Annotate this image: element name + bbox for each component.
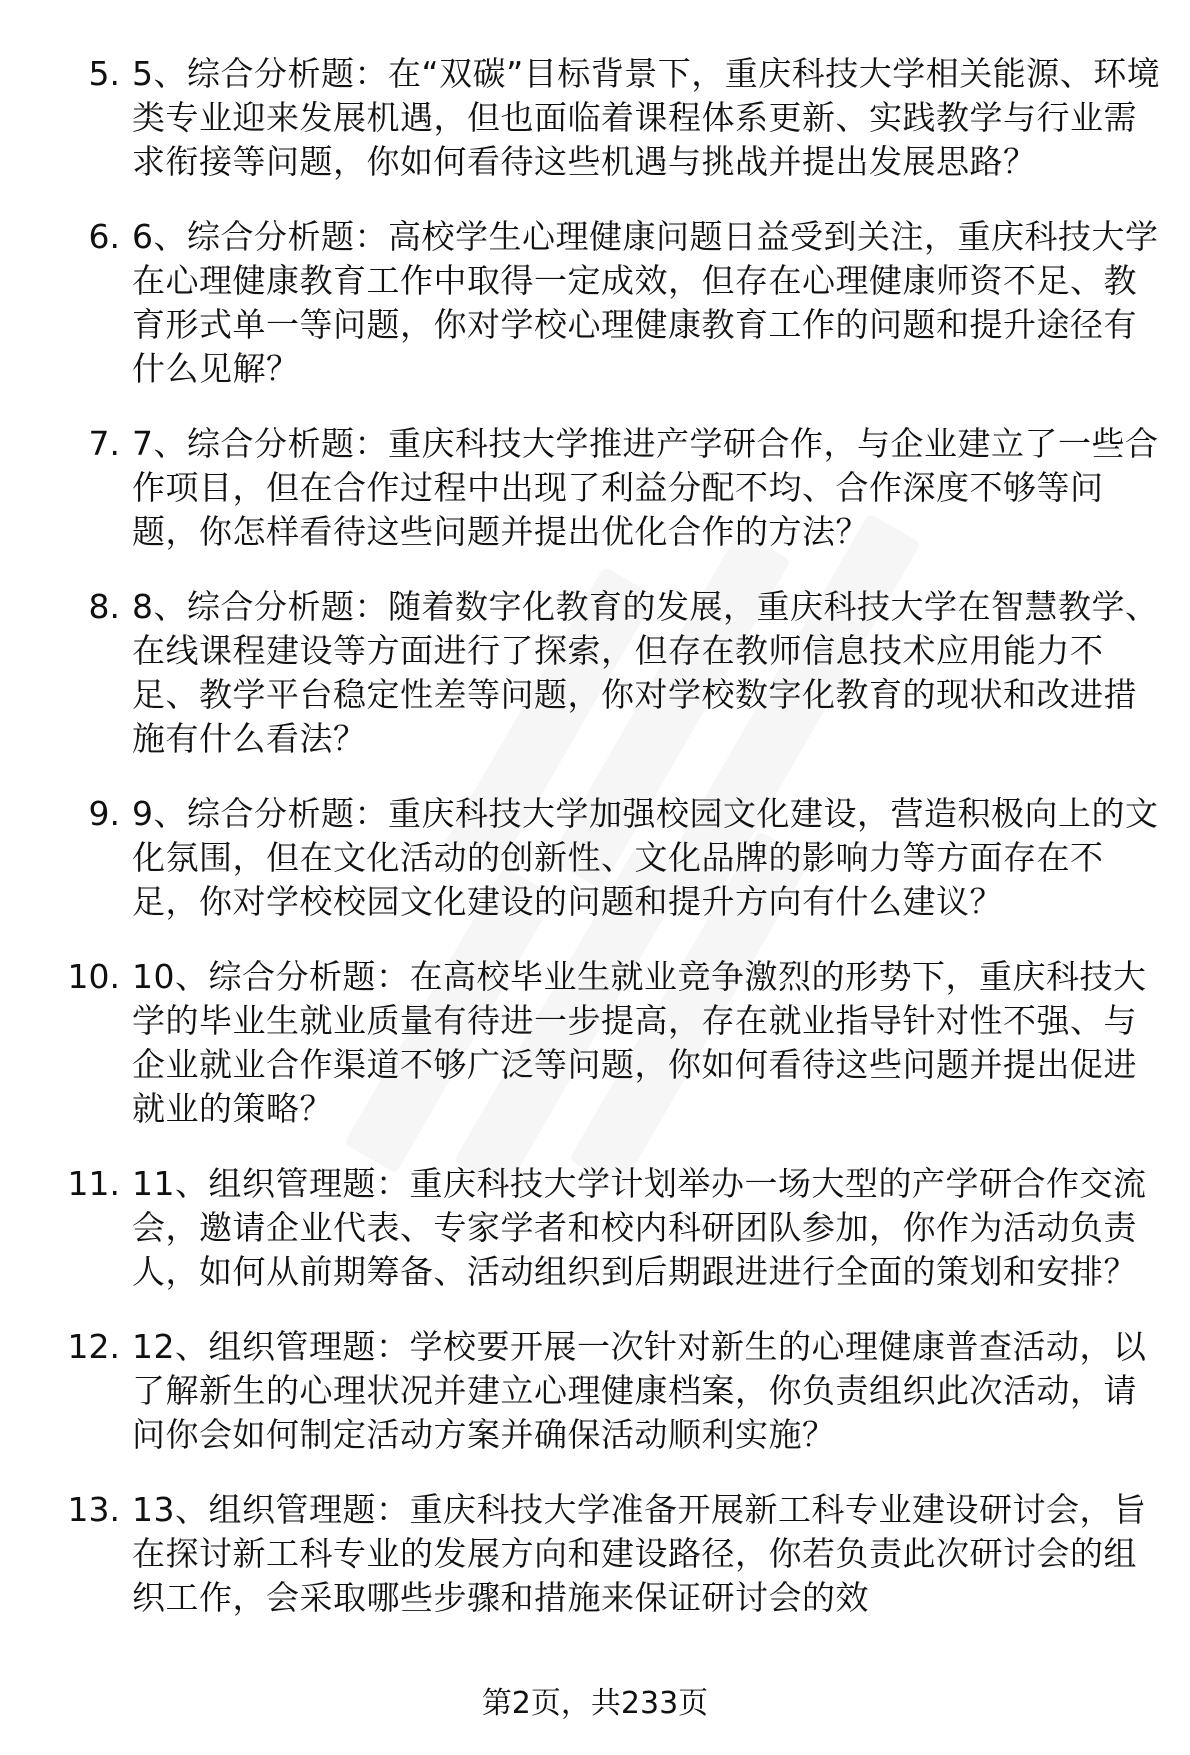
item-text: 8、综合分析题：随着数字化教育的发展，重庆科技大学在智慧教学、在线课程建设等方面进行了探索，但存在教师信息技术应用能力不足、教学平台稳定性差等问题，你对学校数字化教育的现状和改进措施有什么看法？	[132, 587, 1159, 758]
item-text: 13、组织管理题：重庆科技大学准备开展新工科专业建设研讨会，旨在探讨新工科专业的发展方向和建设路径，你若负责此次研讨会的组织工作，会采取哪些步骤和措施来保证研讨会的效	[132, 1490, 1147, 1617]
item-number: 9.	[88, 794, 120, 833]
item-number: 12.	[67, 1327, 120, 1366]
list-item	[0, 585, 1190, 761]
item-number: 11.	[67, 1164, 120, 1203]
item-number: 8.	[88, 587, 120, 626]
item-number: 13.	[67, 1490, 120, 1529]
item-text: 11、组织管理题：重庆科技大学计划举办一场大型的产学研合作交流会，邀请企业代表、专家学者和校内科研团队参加，你作为活动负责人，如何从前期筹备、活动组织到后期跟进进行全面的策划和安排？	[132, 1164, 1147, 1291]
list-item	[0, 422, 1190, 554]
list-item	[0, 215, 1190, 391]
item-text: 12、组织管理题：学校要开展一次针对新生的心理健康普查活动，以了解新生的心理状况并建立心理健康档案，你负责组织此次活动，请问你会如何制定活动方案并确保活动顺利实施？	[132, 1327, 1147, 1454]
item-text: 10、综合分析题：在高校毕业生就业竞争激烈的形势下，重庆科技大学的毕业生就业质量有待进一步提高，存在就业指导针对性不强、与企业就业合作渠道不够广泛等问题，你如何看待这些问题并提出促进就业的策略？	[132, 957, 1147, 1128]
page-footer: 第2页，共233页	[481, 1686, 709, 1721]
item-text: 9、综合分析题：重庆科技大学加强校园文化建设，营造积极向上的文化氛围，但在文化活动的创新性、文化品牌的影响力等方面存在不足，你对学校校园文化建设的问题和提升方向有什么建议？	[132, 794, 1159, 921]
list-item	[0, 1162, 1190, 1294]
item-text: 6、综合分析题：高校学生心理健康问题日益受到关注，重庆科技大学在心理健康教育工作中取得一定成效，但存在心理健康师资不足、教育形式单一等问题，你对学校心理健康教育工作的问题和提升途径有什么见解？	[132, 217, 1159, 388]
question-list	[0, 52, 1190, 1651]
list-item	[0, 1488, 1190, 1620]
list-item	[0, 52, 1190, 184]
item-text: 7、综合分析题：重庆科技大学推进产学研合作，与企业建立了一些合作项目，但在合作过程中出现了利益分配不均、合作深度不够等问题，你怎样看待这些问题并提出优化合作的方法？	[132, 424, 1159, 551]
list-item	[0, 792, 1190, 924]
item-number: 7.	[88, 424, 120, 463]
list-item	[0, 955, 1190, 1131]
item-number: 5.	[88, 54, 120, 93]
item-number: 6.	[88, 217, 120, 256]
item-number: 10.	[67, 957, 120, 996]
list-item	[0, 1325, 1190, 1457]
item-text: 5、综合分析题：在“双碳”目标背景下，重庆科技大学相关能源、环境类专业迎来发展机遇，但也面临着课程体系更新、实践教学与行业需求衔接等问题，你如何看待这些机遇与挑战并提出发展思路？	[132, 54, 1161, 181]
